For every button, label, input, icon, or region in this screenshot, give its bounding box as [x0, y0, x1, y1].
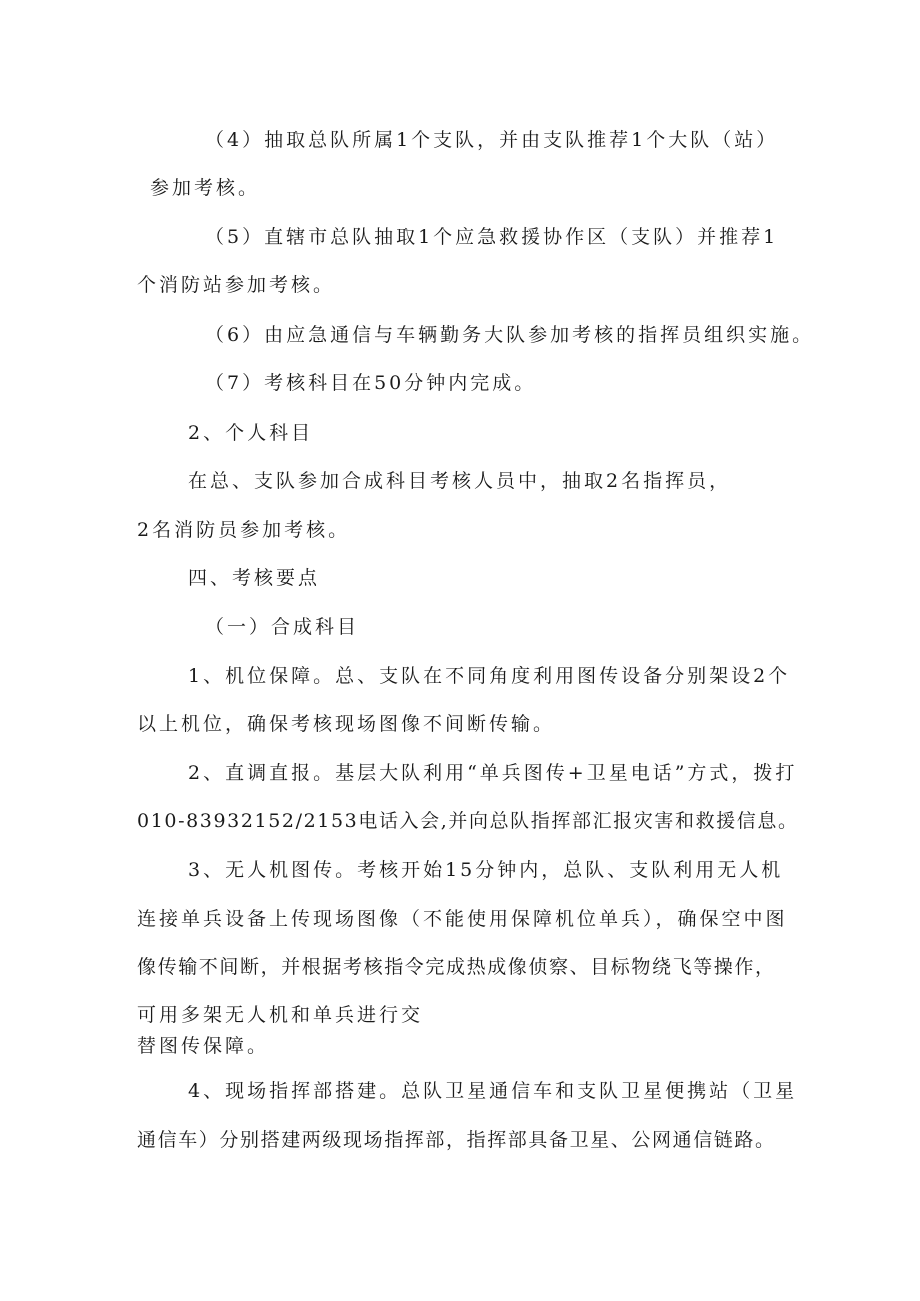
paragraph-5-line-1: （5）直辖市总队抽取1个应急救援协作区（支队）并推荐1 — [205, 226, 779, 248]
point-3-line-5: 替图传保障。 — [137, 1035, 270, 1057]
point-3-line-1: 3、无人机图传。考核开始15分钟内，总队、支队利用无人机 — [188, 859, 784, 881]
paragraph-7: （7）考核科目在50分钟内完成。 — [205, 372, 537, 394]
point-2-line-2: 010-83932152/2153电话入会,并向总队指挥部汇报灾害和救援信息。 — [137, 810, 799, 832]
point-4-line-1: 4、现场指挥部搭建。总队卫星通信车和支队卫星便携站（卫星 — [188, 1080, 798, 1102]
point-3-line-2: 连接单兵设备上传现场图像（不能使用保障机位单兵），确保空中图 — [137, 908, 788, 930]
point-1-line-2: 以上机位，确保考核现场图像不间断传输。 — [137, 713, 556, 735]
point-3-line-3: 像传输不间断，并根据考核指令完成热成像侦察、目标物绕飞等操作， — [137, 956, 776, 978]
heading-personal-subjects: 2、个人科目 — [188, 422, 314, 444]
paragraph-6: （6）由应急通信与车辆勤务大队参加考核的指挥员组织实施。 — [205, 324, 815, 346]
personal-subjects-line-2: 2名消防员参加考核。 — [137, 519, 351, 541]
point-3-line-4: 可用多架无人机和单兵进行交 — [137, 1004, 424, 1026]
paragraph-4-line-1: （4）抽取总队所属1个支队，并由支队推荐1个大队（站） — [205, 129, 779, 151]
personal-subjects-line-1: 在总、支队参加合成科目考核人员中，抽取2名指挥员， — [188, 470, 732, 492]
heading-composite-subjects: （一）合成科目 — [205, 616, 360, 638]
point-2-line-1: 2、直调直报。基层大队利用“单兵图传+卫星电话”方式，拨打 — [188, 762, 798, 784]
point-1-line-1: 1、机位保障。总、支队在不同角度利用图传设备分别架设2个 — [188, 665, 791, 687]
point-4-line-2: 通信车）分别搭建两级现场指挥部，指挥部具备卫星、公网通信链路。 — [137, 1129, 776, 1151]
heading-assessment-points: 四、考核要点 — [188, 567, 321, 589]
paragraph-5-line-2: 个消防站参加考核。 — [137, 274, 336, 296]
paragraph-4-line-2: 参加考核。 — [150, 177, 261, 199]
